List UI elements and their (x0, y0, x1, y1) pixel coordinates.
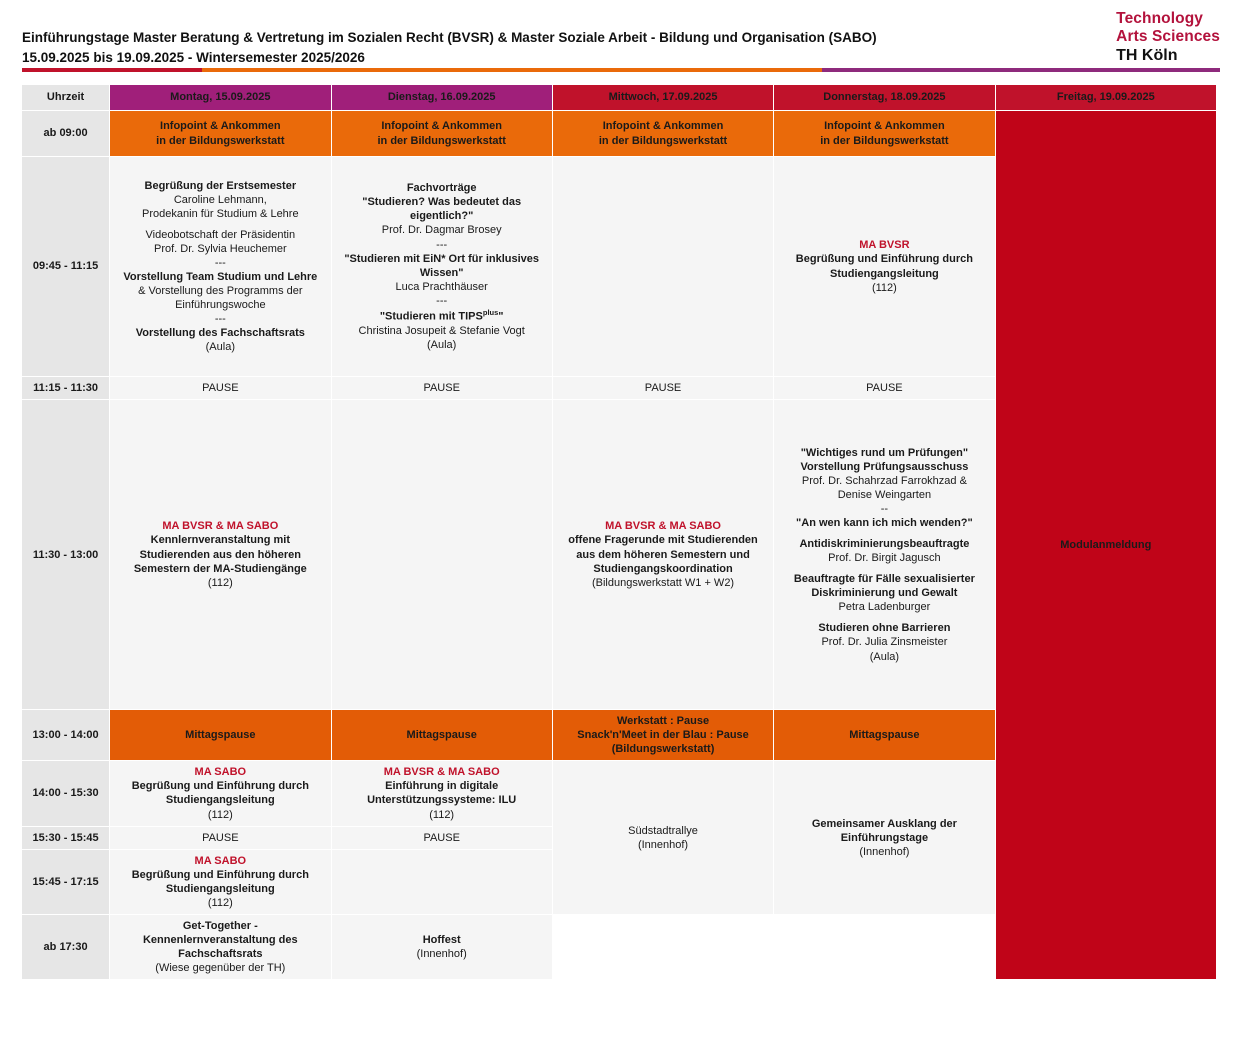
cell-wed-0945-empty (552, 157, 773, 377)
tue-ilu-label: MA BVSR & MA SABO (383, 766, 500, 779)
thu-pruefungsausschuss: Vorstellung Prüfungsausschuss (800, 460, 969, 473)
mon-aula: (Aula) (205, 341, 235, 354)
header-day-thursday: Donnerstag, 18.09.2025 (774, 85, 995, 111)
thu-barrieren-title: Studieren ohne Barrieren (818, 622, 951, 635)
thu-pruefungen-speaker1: Prof. Dr. Schahrzad Farrokhzad & (801, 474, 967, 487)
tue-ilu-l1: Einführung in digitale (385, 780, 499, 793)
tue-vortrag3-speaker: Christina Josupeit & Stefanie Vogt (358, 324, 525, 337)
cell-tue-1545-empty (331, 849, 552, 914)
tue-vortrag2-l2: Wissen" (419, 266, 464, 279)
mon-videobotschaft: Videobotschaft der Präsidentin (145, 228, 296, 241)
cell-mon-begruessung (110, 157, 331, 377)
wed-werkstatt-l3: (Bildungswerkstatt) (611, 743, 715, 756)
thu-pruefungen-title: "Wichtiges rund um Prüfungen" (800, 446, 969, 459)
rule-segment-purple (822, 68, 1220, 72)
time-ab-0900: ab 09:00 (22, 111, 110, 157)
mon-ma-sabo2-l1: Begrüßung und Einführung durch (131, 868, 309, 881)
color-rule (22, 68, 1220, 72)
wed-werkstatt-l2: Snack'n'Meet in der Blau : Pause (577, 729, 749, 742)
thu-sep-1: -- (880, 502, 889, 515)
thu-barrieren-room: (Aula) (869, 650, 900, 663)
mon-kennlern-l3: Semestern der MA-Studiengänge (133, 562, 307, 575)
time-1300-1400: 13:00 - 14:00 (22, 710, 110, 761)
cell-mon-infopoint-l1: Infopoint & Ankommen (160, 120, 281, 133)
cell-thu-pause-1: PAUSE (774, 377, 995, 400)
mon-begruessung-title: Begrüßung der Erstsemester (144, 179, 297, 192)
mon-ma-sabo-l2: Studiengangsleitung (165, 794, 275, 807)
cell-tue-1130-empty (331, 400, 552, 710)
wed-fragerunde-l1: offene Fragerunde mit Studierenden (568, 534, 758, 547)
tue-vortrag2-l1: "Studieren mit EiN* Ort für inklusives (344, 252, 540, 265)
wed-fragerunde-room: (Bildungswerkstatt W1 + W2) (591, 576, 735, 589)
cell-thu-mittagspause: Mittagspause (774, 710, 995, 761)
tue-ilu-l2: Unterstützungssysteme: ILU (367, 794, 517, 807)
mon-kennlern-room: (112) (207, 576, 233, 589)
tue-vortrag1-speaker: Prof. Dr. Dagmar Brosey (381, 224, 502, 237)
cell-wed-infopoint-l2: in der Bildungswerkstatt (598, 134, 728, 147)
mon-ma-sabo-l1: Begrüßung und Einführung durch (131, 780, 309, 793)
mon-kennlern-l1: Kennlernveranstaltung mit (150, 534, 290, 547)
mon-ma-sabo-room-2: (112) (207, 896, 233, 909)
mon-begruessung-role: Prodekanin für Studium & Lehre (142, 207, 299, 220)
thu-ausklang-l1: Gemeinsamer Ausklang der (811, 817, 957, 830)
cell-tue-infopoint (331, 111, 552, 157)
thu-beauftragte-name: Petra Ladenburger (838, 601, 931, 614)
mon-ma-sabo2-l2: Studiengangsleitung (165, 882, 275, 895)
logo-line-technology: Technology (1116, 10, 1203, 27)
thu-ma-bvsr-l1: Begrüßung und Einführung durch (795, 253, 973, 266)
cell-mon-ma-sabo-1 (110, 761, 331, 826)
mon-kennlern-l2: Studierenden aus den höheren (139, 548, 301, 561)
rule-segment-red (22, 68, 202, 72)
thu-antidiskriminierung-name: Prof. Dr. Birgit Jagusch (828, 552, 941, 565)
wed-rallye-room: (Innenhof) (637, 838, 689, 851)
cell-friday-modulanmeldung: Modulanmeldung (995, 111, 1216, 980)
mon-fachschaftsrat: Vorstellung des Fachschaftsrats (135, 327, 305, 340)
mon-gettogether-room: (Wiese gegenüber der TH) (155, 962, 286, 975)
tue-vortrag3-sup: plus (482, 307, 499, 317)
cell-thu-ausklang (774, 761, 995, 915)
cell-mon-ma-sabo-2 (110, 849, 331, 914)
header-day-tuesday: Dienstag, 16.09.2025 (331, 85, 552, 111)
cell-thu-infopoint-l1: Infopoint & Ankommen (824, 120, 945, 133)
mon-kennlern-label: MA BVSR & MA SABO (162, 520, 279, 533)
thu-ma-bvsr-l2: Studiengangsleitung (830, 267, 939, 280)
time-1530-1545: 15:30 - 15:45 (22, 826, 110, 849)
table-row-0900 (22, 111, 1217, 157)
page-title-line2: 15.09.2025 bis 19.09.2025 - Wintersemester 2025/2026 (22, 49, 365, 65)
tue-hoffest-room: (Innenhof) (416, 948, 467, 961)
thu-pruefungen-speaker2: Denise Weingarten (837, 488, 932, 501)
wed-rallye-title: Südstadtrallye (628, 824, 698, 837)
header-uhrzeit: Uhrzeit (22, 85, 110, 111)
cell-mon-get-together (110, 915, 331, 980)
thu-beauftragte-l2: Diskriminierung und Gewalt (811, 587, 958, 600)
cell-tue-pause-2: PAUSE (331, 826, 552, 849)
tue-hoffest-title: Hoffest (422, 934, 461, 947)
mon-gettogether-l3: Fachschaftsrats (178, 948, 263, 961)
tue-fachvortraege-title: Fachvorträge (406, 182, 477, 195)
cell-mon-pause-2: PAUSE (110, 826, 331, 849)
cell-tue-mittagspause: Mittagspause (331, 710, 552, 761)
mon-ma-sabo-room-1: (112) (207, 808, 233, 821)
time-0945-1115: 09:45 - 11:15 (22, 157, 110, 377)
cell-wed-fragerunde (552, 400, 773, 710)
cell-tue-ilu (331, 761, 552, 826)
cell-mon-kennlern (110, 400, 331, 710)
mon-begruessung-name: Caroline Lehmann, (173, 193, 267, 206)
mon-sep-1: --- (214, 256, 226, 269)
time-ab-1730: ab 17:30 (22, 915, 110, 980)
cell-mon-infopoint-l2: in der Bildungswerkstatt (156, 134, 285, 147)
tue-ilu-room: (112) (429, 808, 455, 821)
cell-wed-pause-1: PAUSE (552, 377, 773, 400)
logo-line-arts-sciences: Arts Sciences (1116, 28, 1220, 46)
mon-videobotschaft-name: Prof. Dr. Sylvia Heuchemer (153, 242, 287, 255)
cell-wed-suedstadtrallye (552, 761, 773, 915)
cell-wed-infopoint-l1: Infopoint & Ankommen (602, 120, 724, 133)
thu-ma-bvsr-label: MA BVSR (859, 239, 910, 252)
cell-wed-infopoint (552, 111, 773, 157)
header-day-friday: Freitag, 19.09.2025 (995, 85, 1216, 111)
thu-ma-bvsr-room: (112) (871, 281, 897, 294)
tue-sep-1: --- (436, 238, 448, 251)
tue-vortrag3-title (338, 308, 546, 324)
thu-barrieren-name: Prof. Dr. Julia Zinsmeister (821, 636, 948, 649)
mon-gettogether-l2: Kennenlernveranstaltung des (142, 934, 298, 947)
cell-tue-infopoint-l1: Infopoint & Ankommen (381, 120, 502, 133)
rule-segment-orange (202, 68, 822, 72)
page-header (0, 0, 1238, 74)
schedule-table (21, 84, 1217, 980)
tue-sep-2: --- (436, 294, 448, 307)
cell-mon-pause-1: PAUSE (110, 377, 331, 400)
cell-tue-fachvortraege (331, 157, 552, 377)
wed-fragerunde-l2: aus dem höheren Semestern und (576, 548, 750, 561)
time-1130-1300: 11:30 - 13:00 (22, 400, 110, 710)
mon-sep-2: --- (214, 313, 226, 326)
thu-ausklang-room: (Innenhof) (859, 845, 910, 858)
cell-tue-hoffest (331, 915, 552, 980)
wed-fragerunde-label: MA BVSR & MA SABO (605, 520, 721, 533)
tue-vortrag1-l1: "Studieren? Was bedeutet das (362, 196, 522, 209)
tue-vortrag1-l2: eigentlich?" (410, 210, 474, 223)
mon-gettogether-l1: Get-Together - (182, 920, 258, 933)
time-1400-1530: 14:00 - 15:30 (22, 761, 110, 826)
thu-beauftragte-l1: Beauftragte für Fälle sexualisierter (793, 573, 975, 586)
thu-antidiskriminierung: Antidiskriminierungsbeauftragte (799, 538, 970, 550)
mon-ma-sabo-label-2: MA SABO (194, 854, 247, 867)
page-title (22, 28, 877, 67)
time-1115-1130: 11:15 - 11:30 (22, 377, 110, 400)
wed-werkstatt-l1: Werkstatt : Pause (616, 715, 710, 728)
cell-mon-infopoint (110, 111, 331, 157)
tue-vortrag2-speaker: Luca Prachthäuser (395, 280, 488, 293)
cell-mon-mittagspause: Mittagspause (110, 710, 331, 761)
tue-vortrag3-quote: " (498, 310, 504, 323)
logo-line-th-koeln: TH Köln (1116, 46, 1178, 64)
tue-vortrag3-text: "Studieren mit TIPS (379, 310, 483, 323)
cell-thu-ma-bvsr (774, 157, 995, 377)
cell-wed-pause-werkstatt (552, 710, 773, 761)
tue-vortrag3-room: (Aula) (427, 338, 457, 351)
cell-tue-infopoint-l2: in der Bildungswerkstatt (377, 134, 506, 147)
table-header-row (22, 85, 1217, 111)
thu-anwen-title: "An wen kann ich mich wenden?" (796, 516, 973, 529)
time-1545-1715: 15:45 - 17:15 (22, 849, 110, 914)
cell-tue-pause-1: PAUSE (331, 377, 552, 400)
cell-thu-infopoint (774, 111, 995, 157)
thu-ausklang-l2: Einführungstage (840, 831, 929, 844)
mon-vorstellung-team: Vorstellung Team Studium und Lehre (123, 271, 318, 283)
wed-fragerunde-l3: Studiengangskoordination (593, 562, 733, 575)
th-koeln-logo (1116, 10, 1220, 65)
mon-einfuehrungswoche: Einführungswoche (175, 299, 266, 312)
cell-thu-infopoint-l2: in der Bildungswerkstatt (820, 134, 949, 147)
header-day-wednesday: Mittwoch, 17.09.2025 (552, 85, 773, 111)
header-day-monday: Montag, 15.09.2025 (110, 85, 331, 111)
mon-ma-sabo-label-1: MA SABO (194, 766, 247, 779)
page-title-line1: Einführungstage Master Beratung & Vertretung im Sozialen Recht (BVSR) & Master Soziale Arbeit - Bildung und Organisation (SABO) (22, 30, 877, 45)
cell-thu-pruefungen (774, 400, 995, 710)
mon-vorstellung-programm: & Vorstellung des Programms der (138, 285, 303, 298)
